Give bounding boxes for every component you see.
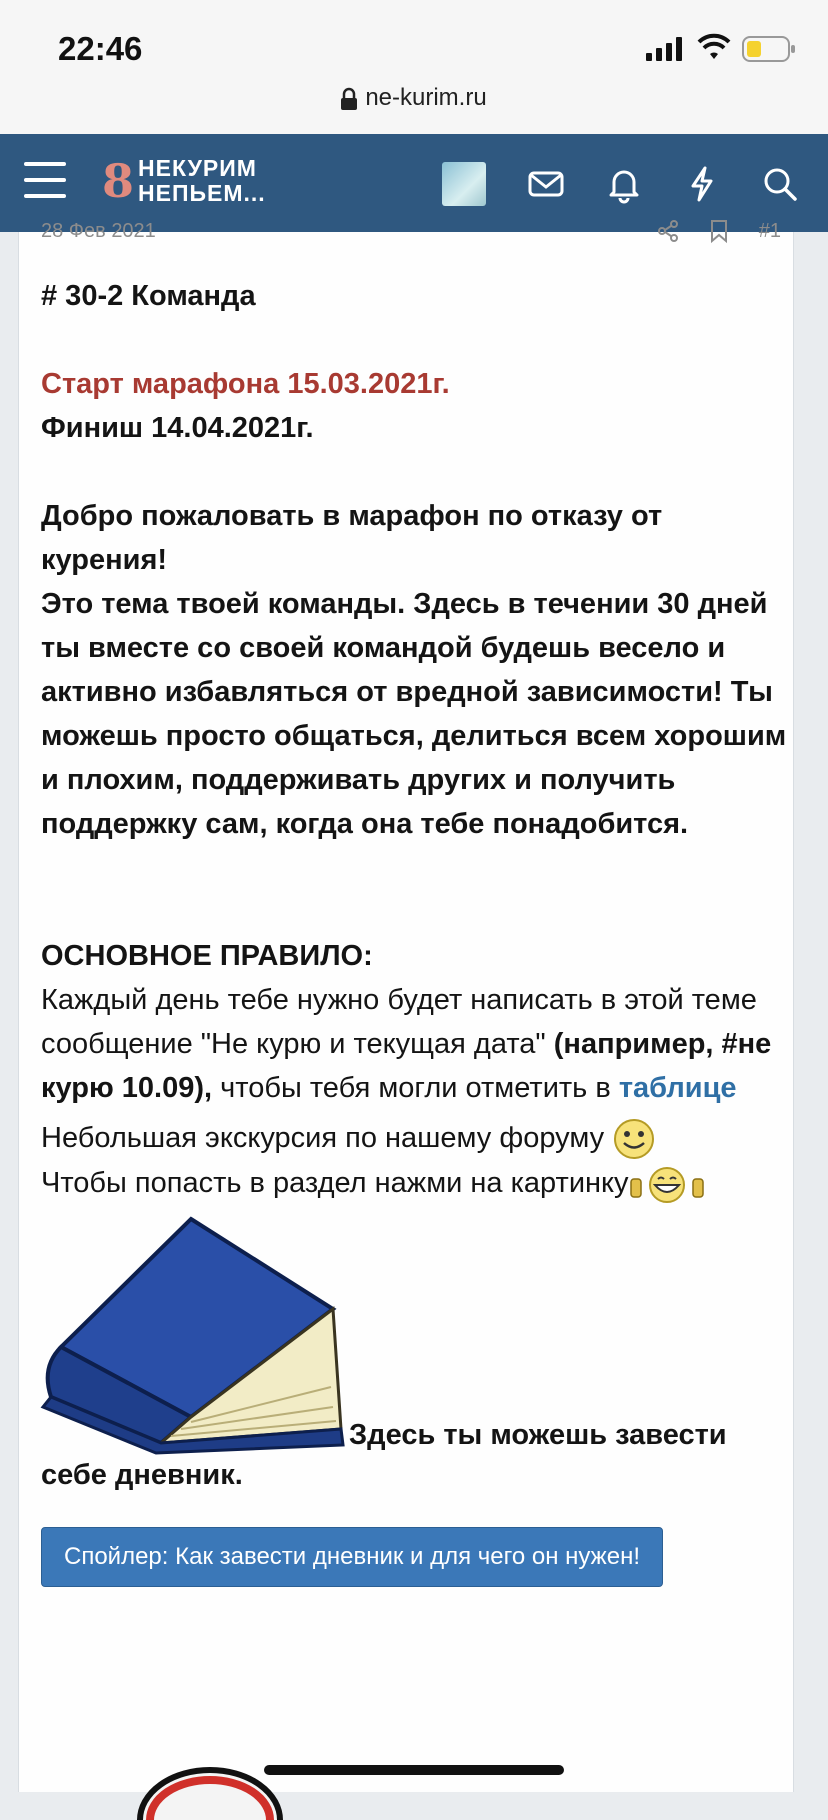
- welcome-text: Добро пожаловать в марафон по отказу от курения!: [41, 500, 663, 576]
- spoiler-button[interactable]: Спойлер: Как завести дневник и для чего он нужен!: [41, 1527, 663, 1587]
- logo-line-1: НЕКУРИМ: [138, 155, 257, 181]
- post-date[interactable]: 28 Фев 2021: [41, 220, 156, 242]
- bell-icon[interactable]: [604, 164, 644, 204]
- bolt-icon[interactable]: [682, 164, 722, 204]
- rule-example: (например, #не курю 10.09),: [41, 1028, 772, 1104]
- rule-heading: ОСНОВНОЕ ПРАВИЛО:: [41, 940, 373, 972]
- bottom-image: [130, 1740, 290, 1820]
- battery-icon: [742, 36, 796, 62]
- site-header: [0, 134, 828, 232]
- post-body: [41, 274, 791, 1587]
- diary-caption: Здесь ты можешь завести: [349, 1419, 727, 1452]
- status-bar: [0, 0, 828, 134]
- post-actions: [657, 220, 781, 243]
- status-time: 22:46: [58, 30, 143, 67]
- status-icons: [646, 36, 796, 62]
- wifi-icon: [698, 37, 730, 61]
- avatar[interactable]: [442, 162, 486, 206]
- diary-section: [41, 1217, 791, 1453]
- search-icon[interactable]: [760, 164, 800, 204]
- rule-paragraph: [41, 978, 791, 1110]
- signal-icon: [646, 37, 686, 61]
- tour-hint: Чтобы попасть в раздел нажми на картинку: [41, 1167, 629, 1200]
- diary-caption-2: себе дневник.: [41, 1459, 243, 1492]
- tour-text: Небольшая экскурсия по нашему форуму: [41, 1122, 605, 1154]
- menu-icon[interactable]: [24, 162, 66, 202]
- address-bar[interactable]: [0, 84, 828, 112]
- post-title: # 30-2 Команда: [41, 280, 256, 312]
- intro-text: Это тема твоей команды. Здесь в течении 30 дней ты вместе со своей командой будешь весело и активно избавляться от вредной зависимости! Ты можешь просто общаться, делиться всем хорошим и плохим, поддерживать других и получить поддержку сам, когда она тебе понадобится.: [41, 588, 787, 840]
- url-text: ne-kurim.ru: [365, 84, 487, 111]
- rule-text: Каждый день тебе нужно будет написать в этой теме сообщение "Не курю и текущая дата": [41, 984, 757, 1060]
- logo-line-2: НЕПЬЕМ...: [138, 180, 266, 206]
- post-number[interactable]: #1: [758, 220, 781, 242]
- book-icon[interactable]: [41, 1217, 346, 1453]
- logo-text: [138, 156, 266, 206]
- tour-hint-line: [41, 1161, 791, 1205]
- marathon-start: Старт марафона 15.03.2021г.: [41, 368, 450, 400]
- logo-mark: 8: [102, 154, 135, 208]
- mail-icon[interactable]: [526, 164, 566, 204]
- rule-text-2: чтобы тебя могли отметить в: [212, 1072, 619, 1104]
- table-link[interactable]: таблице: [618, 1072, 737, 1104]
- bookmark-icon[interactable]: [709, 220, 729, 242]
- tour-line: [41, 1116, 791, 1161]
- smile-emoji-icon: [612, 1117, 656, 1161]
- share-icon[interactable]: [657, 220, 679, 242]
- lock-icon: [341, 88, 357, 110]
- home-indicator: [264, 1765, 564, 1775]
- marathon-finish: Финиш 14.04.2021г.: [41, 412, 314, 444]
- thumbs-up-emoji-icon: [629, 1165, 705, 1205]
- post-card: [18, 220, 794, 1792]
- site-logo[interactable]: [102, 156, 266, 206]
- post-meta: [41, 220, 781, 244]
